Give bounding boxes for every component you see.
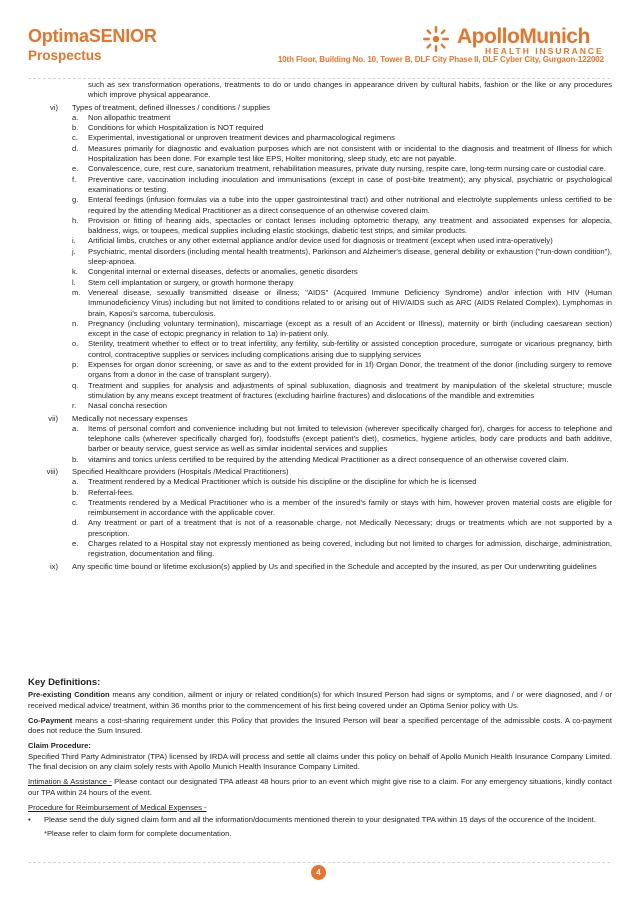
definition-term: Co-Payment <box>28 715 73 725</box>
item-text: Convalescence, cure, rest cure, sanatorium treatment, rehabilitation measures, private duty nursing, respite care, long-term nursing care or custodial care. <box>88 164 606 174</box>
key-definitions-heading: Key Definitions: <box>28 677 101 688</box>
item-letter: d. <box>72 518 79 528</box>
item-letter: a. <box>72 477 79 487</box>
item-letter: b. <box>72 454 79 464</box>
item-text: Treatments rendered by a Medical Practitioner who is a member of the insured's family or stays with him, however proven material costs are eligible for reimbursement in accordance with the applicable cover. <box>88 497 612 518</box>
definition-co-payment <box>28 716 612 737</box>
item-text: Stem cell implantation or surgery, or growth hormone therapy <box>88 277 294 287</box>
item-letter: l. <box>72 277 76 287</box>
item-text: Psychiatric, mental disorders (including mental health treatments), Parkinson and Alzheimer's disease, general debility or exhaustion ("run-down condition"), sleep-apnoea. <box>88 246 612 267</box>
intimation-text: Please contact our designated TPA atleast 48 hours prior to an event which might give rise to a claim. For any emergency situations, kindly contact our TPA within 24 hours of the event. <box>28 777 612 797</box>
reimbursement-note: *Please refer to claim form for complete documentation. <box>44 828 232 838</box>
item-text: Conditions for which Hospitalization is NOT required <box>88 123 264 133</box>
company-logo <box>419 25 609 56</box>
exclusion-item <box>28 477 612 487</box>
exclusion-group-vii <box>28 414 612 465</box>
item-letter: g. <box>72 195 79 205</box>
exclusion-item <box>28 144 612 165</box>
exclusion-item <box>28 401 612 411</box>
header-divider <box>28 78 610 79</box>
exclusion-item <box>28 319 612 340</box>
exclusion-item <box>28 455 612 465</box>
logo-wordmark: ApolloMunich <box>457 25 590 48</box>
item-text: Measures primarily for diagnostic and evaluation purposes which are not consistent with or incidental to the diagnosis and treatment of Illness for which Hospitalization has been done. For example test like EPS, Holter monitoring, sleep study, etc are not payable. <box>88 143 612 164</box>
exclusion-item <box>28 133 612 143</box>
intimation-label: Intimation & Assistance - <box>28 777 112 787</box>
item-letter: e. <box>72 539 79 549</box>
group-header <box>28 414 612 424</box>
item-letter: r. <box>72 401 77 411</box>
exclusion-item <box>28 518 612 539</box>
exclusions-section <box>28 80 612 572</box>
item-text: Congenital internal or external diseases, defects or anomalies, genetic disorders <box>88 267 358 277</box>
footer-divider <box>28 862 610 863</box>
definition-text: means a cost-sharing requirement under this Policy that provides the Insured Person will bear a specified percentage of the admissible costs. A co-payment does not reduce the Sum Insured. <box>28 715 612 736</box>
item-text: vitamins and tonics unless certified to be required by the attending Medical Practitioner as a direct consequence of an otherwise covered claim. <box>88 454 569 464</box>
logo-tagline: HEALTH INSURANCE <box>485 46 604 56</box>
intimation-assistance <box>28 777 612 798</box>
item-text: Nasal concha resection <box>88 401 167 411</box>
reimbursement-bullet <box>28 815 612 825</box>
sunburst-logo-icon <box>419 25 453 59</box>
exclusion-item <box>28 113 612 123</box>
item-text: Any treatment or part of a treatment that is not of a reasonable charge, not Medically Necessary; drugs or treatments which are not supported by a prescription. <box>88 518 612 538</box>
exclusion-item <box>28 288 612 319</box>
item-letter: n. <box>72 318 79 328</box>
exclusion-group-vi <box>28 103 612 412</box>
item-letter: p. <box>72 360 79 370</box>
item-text: Pregnancy (including voluntary termination), miscarriage (except as a result of an Accident or Illness), maternity or birth (including caesarean section) except in the case of ectopic pregnancy in relation to 1a) in-patient only. <box>88 318 612 339</box>
exclusion-item <box>28 236 612 246</box>
product-title: OptimaSENIOR <box>28 26 157 46</box>
item-text: Sterility, treatment whether to effect or to treat infertility, any fertility, sub-fertility or assisted conception procedure, surrogate or vicarious pregnancy, birth control, contraceptive supplies or services including complications arising due to supplying services <box>88 339 612 359</box>
item-text: Expenses for organ donor screening, or save as and to the extent provided for in 1f) Organ Donor, the treatment of the donor (including surgery to remove organs from a donor in the case of transplant surgery). <box>88 360 612 380</box>
claim-procedure-heading: Claim Procedure: <box>28 741 91 751</box>
document-subtitle: Prospectus <box>28 48 102 63</box>
reimbursement-heading: Procedure for Reimbursement of Medical Expenses - <box>28 802 207 812</box>
exclusion-item <box>28 339 612 360</box>
exclusion-item <box>28 164 612 174</box>
item-letter: a. <box>72 423 79 433</box>
item-letter: b. <box>72 123 79 133</box>
exclusion-item <box>28 539 612 560</box>
item-letter: e. <box>72 164 79 174</box>
item-letter: m. <box>72 287 81 297</box>
item-text: Referral-fees. <box>88 487 135 497</box>
item-text: Charges related to a Hospital stay not expressly mentioned as being covered, including but not limited to charges for admission, discharge, administration, registration, documentation and filing. <box>88 539 612 559</box>
bullet-icon: • <box>28 815 31 825</box>
exclusion-item <box>28 175 612 196</box>
exclusion-item <box>28 488 612 498</box>
exclusion-item <box>28 360 612 381</box>
claim-procedure-text: Specified Third Party Administrator (TPA) licensed by IRDA will process and settle all claims under this policy on behalf of Apollo Munich Health Insurance Company Limited. The final decision on any claim solely rests with Apollo Munich Health Insurance Company Limited. <box>28 751 612 772</box>
item-text: Non allopathic treatment <box>88 112 171 122</box>
company-address: 10th Floor, Building No. 10, Tower B, DLF City Phase II, DLF Cyber City, Gurgaon-122002 <box>277 55 604 64</box>
exclusion-item <box>28 247 612 268</box>
definition-text: means any condition, ailment or injury or related condition(s) for which Insured Person had signs or symptoms, and / or were diagnosed, and / or received medical advice/ treatment, within 36 months prior to the commencement of his first being covered under an Optima Senior policy with Us. <box>28 690 612 710</box>
item-text: Experimental, investigational or unproven treatment devices and pharmacological regimens <box>88 133 395 143</box>
item-text: Items of personal comfort and convenience including but not limited to television (wherever specifically charged for), charges for access to telephone and telephone calls (wherever specifically charged for), foodstuffs (except patient's diet), cosmetics, hygiene articles, body care products and bath additive, barber or beauty service, guest service as well as similar incidental services and supplies <box>88 423 612 454</box>
item-letter: h. <box>72 215 79 225</box>
item-letter: f. <box>72 174 77 184</box>
item-letter: j. <box>72 246 76 256</box>
exclusion-item <box>28 278 612 288</box>
item-letter: a. <box>72 112 79 122</box>
item-letter: o. <box>72 339 79 349</box>
item-letter: k. <box>72 267 78 277</box>
definitions-section <box>28 678 612 839</box>
exclusion-item <box>28 216 612 237</box>
exclusion-item <box>28 195 612 216</box>
item-letter: c. <box>72 133 78 143</box>
item-text: Preventive care, vaccination including inoculation and immunisations (except in case of post-bite treatment); any physical, psychiatric or psychological examinations or testing. <box>88 174 612 194</box>
item-letter: d. <box>72 143 79 153</box>
item-text: Venereal disease, sexually transmitted disease or illness; "AIDS" (Acquired Immune Deficiency Syndrome) and/or infection with HIV (Human Immunodeficiency Virus) including but not limited to conditions related to or arising out of HIV/AIDS such as ARC (AIDS Related Complex), Lymphomas in brain, Kaposi's sarcoma, tuberculosis. <box>88 287 612 318</box>
item-text: Treatment rendered by a Medical Practitioner which is outside his discipline or the discipline for which he is licensed <box>88 477 477 487</box>
item-text: Provision or fitting of hearing aids, spectacles or contact lenses including optometric therapy, any treatment and associated expenses for alopecia, baldness, wigs, or toupees, medical supplies including elastic stockings, diabetic test strips, and similar products. <box>88 215 612 236</box>
group-number: ix) <box>49 561 58 571</box>
page-header <box>0 0 638 90</box>
group-number: vi) <box>49 102 58 112</box>
group-title: Specified Healthcare providers (Hospitals /Medical Practitioners) <box>72 466 289 476</box>
item-letter: i. <box>72 236 76 246</box>
page-number: 4 <box>311 865 326 880</box>
exclusion-continuation: such as sex transformation operations, treatments to do or undo changes in appearance driven by cultural habits, fashion or the like or any procedures which improve physical appearance. <box>88 80 612 100</box>
group-number: viii) <box>46 466 58 476</box>
item-text: Enteral feedings (infusion formulas via a tube into the upper gastrointestinal tract) and other nutritional and electrolyte supplements unless certified to be required by the attending Medical Practitioner as a direct consequence of an otherwise covered claim. <box>88 195 612 215</box>
group-number: vii) <box>48 413 58 423</box>
item-letter: q. <box>72 380 79 390</box>
exclusion-group-ix <box>28 562 612 572</box>
reimbursement-bullet-text: Please send the duly signed claim form and all the information/documents mentioned therein to your designated TPA within 15 days of the occurence of the Incident. <box>44 815 596 825</box>
definition-term: Pre-existing Condition <box>28 690 110 700</box>
group-header <box>28 467 612 477</box>
item-text: Treatment and supplies for analysis and adjustments of spinal subluxation, diagnosis and treatment by manipulation of the skeletal structure; muscle stimulation by any means except treatment of fractures (excluding hairline fractures) and dislocations of the mandible and extremities <box>88 380 612 400</box>
exclusion-item <box>28 381 612 402</box>
item-text: Artificial limbs, crutches or any other external appliance and/or device used for diagnosis or treatment (except when used intra-operatively) <box>88 236 553 246</box>
exclusion-item <box>28 267 612 277</box>
group-title: Medically not necessary expenses <box>72 413 188 423</box>
group-title: Any specific time bound or lifetime exclusion(s) applied by Us and specified in the Schedule and accepted by the insured, as per Our underwriting guidelines <box>72 561 597 571</box>
exclusion-item <box>28 123 612 133</box>
group-title: Types of treatment, defined illnesses / conditions / supplies <box>72 102 270 112</box>
exclusion-item <box>28 498 612 519</box>
definition-pre-existing <box>28 690 612 711</box>
exclusion-group-viii <box>28 467 612 560</box>
item-letter: b. <box>72 487 79 497</box>
group-header <box>28 103 612 113</box>
item-letter: c. <box>72 497 78 507</box>
exclusion-item <box>28 424 612 455</box>
